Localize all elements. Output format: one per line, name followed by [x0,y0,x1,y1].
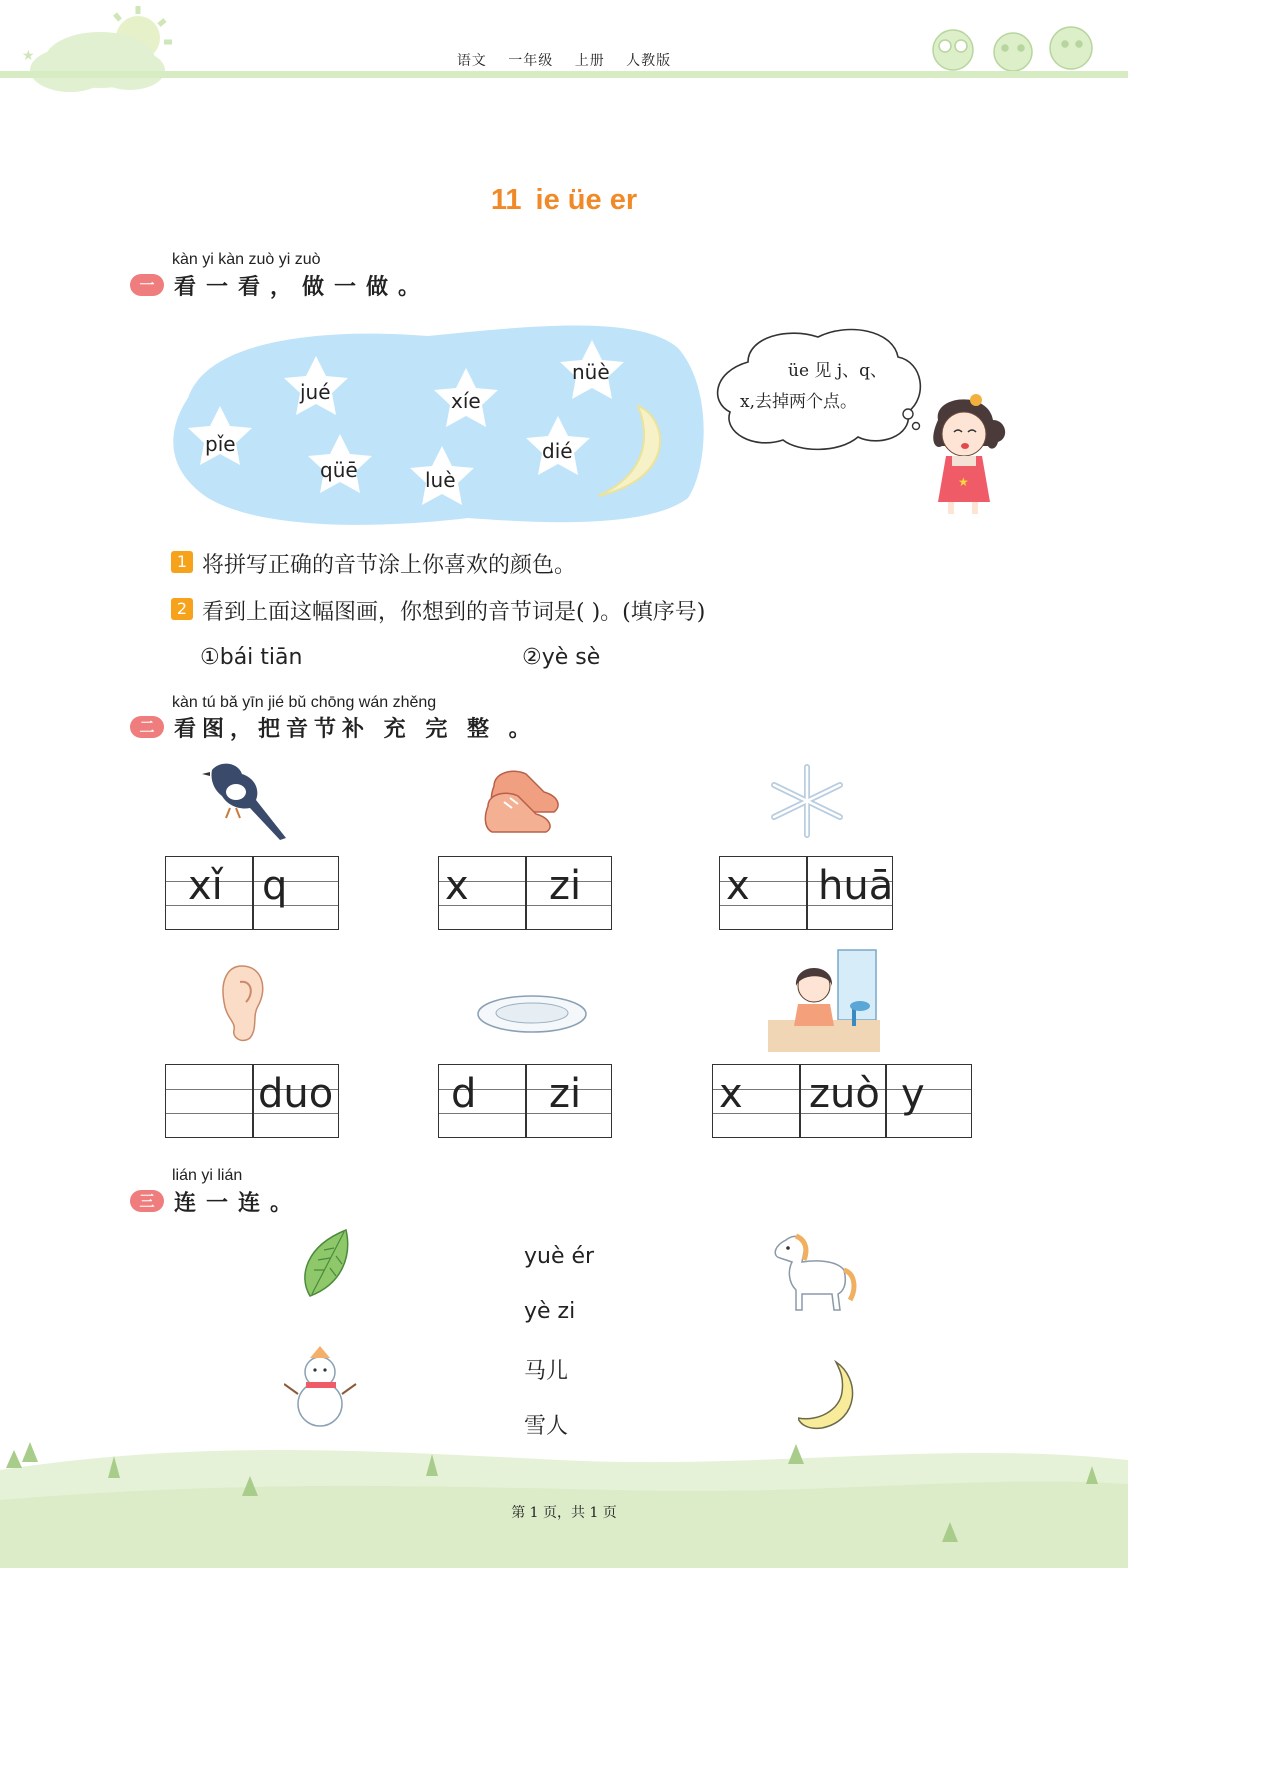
match-word[interactable]: 雪人 [524,1414,569,1439]
section3-pinyin: lián yi lián [172,1167,243,1184]
star-label[interactable]: pǐe [205,432,236,456]
syllable-cell: x [719,1071,743,1117]
header-rule [0,71,1128,78]
horse-icon[interactable] [766,1230,858,1314]
thought-line-2: x,去掉两个点。 [740,392,857,412]
shoes-icon [484,762,568,836]
syllable-cell: zi [549,863,582,909]
svg-text:★: ★ [22,48,35,64]
moon-icon[interactable] [798,1358,858,1432]
thought-line-1: üe 见 j、q、 [788,361,887,381]
syllable-box-plate[interactable] [438,1064,612,1138]
section2-badge: 二 [130,716,164,738]
option-2: ②yè sè [522,645,601,670]
option-1: ①bái tiān [200,645,303,670]
night-sky-picture [168,318,708,530]
header-subject: 语文 [456,53,487,69]
syllable-cell: q [262,863,288,909]
match-word[interactable]: yè zi [524,1299,576,1324]
syllable-box-snowflake[interactable] [719,856,893,930]
syllable-cell: d [451,1071,477,1117]
syllable-box-girl-writing[interactable] [712,1064,972,1138]
syllable-cell: x [445,863,469,909]
leaf-icon[interactable] [296,1226,356,1300]
question2-badge: 2 [171,598,193,620]
star-label[interactable]: qüē [320,458,358,482]
svg-text:★: ★ [958,475,969,489]
question2-text: 看到上面这幅图画，你想到的音节词是( )。(填序号) [202,600,706,625]
syllable-cell: huā [818,863,894,909]
section3-title: 连一连。 [174,1191,303,1216]
syllable-box-ear[interactable] [165,1064,339,1138]
syllable-box-shoes[interactable] [438,856,612,930]
snowman-icon[interactable] [284,1344,358,1430]
question1-text: 将拼写正确的音节涂上你喜欢的颜色。 [202,553,577,578]
syllable-cell: x [726,863,750,909]
footer-hills-decoration [0,1430,1128,1568]
header-grade: 一年级 [508,53,554,69]
header-volume: 上册 [574,53,605,69]
header-info [0,50,1128,70]
star-label[interactable]: jué [300,380,331,404]
lesson-number: 11 [490,184,522,216]
question1-badge: 1 [171,551,193,573]
syllable-cell: duo [258,1071,334,1117]
star-label[interactable]: xíe [451,389,481,413]
match-word[interactable]: yuè ér [524,1244,595,1269]
magpie-icon [200,756,290,842]
syllable-cell: xǐ [188,863,223,909]
section1-badge: 一 [130,274,164,296]
section3-badge: 三 [130,1190,164,1212]
section2-pinyin: kàn tú bǎ yīn jié bǔ chōng wán zhěng [172,694,437,711]
lesson-title [0,184,1128,217]
syllable-cell: zuò [809,1071,880,1117]
lesson-title-text: ie üe er [535,184,638,216]
star-label[interactable]: luè [425,468,456,492]
section1-pinyin: kàn yi kàn zuò yi zuò [172,251,321,268]
plate-icon [476,992,588,1038]
section1-title: 看一看，做一做。 [174,275,431,300]
girl-icon [918,390,1008,520]
section2-title: 看图，把音节补 充 完 整 。 [174,717,537,742]
girl-writing-icon [768,946,880,1056]
ear-icon [218,962,268,1044]
header-edition: 人教版 [626,53,672,69]
syllable-cell: zi [549,1071,582,1117]
star-label[interactable]: dié [542,439,573,463]
snowflake-icon [764,763,850,839]
match-word[interactable]: 马儿 [524,1359,569,1384]
syllable-cell: y [901,1071,925,1117]
page-footer: 第 1 页，共 1 页 [511,1505,617,1521]
syllable-box-magpie[interactable] [165,856,339,930]
star-label[interactable]: nüè [572,360,610,384]
